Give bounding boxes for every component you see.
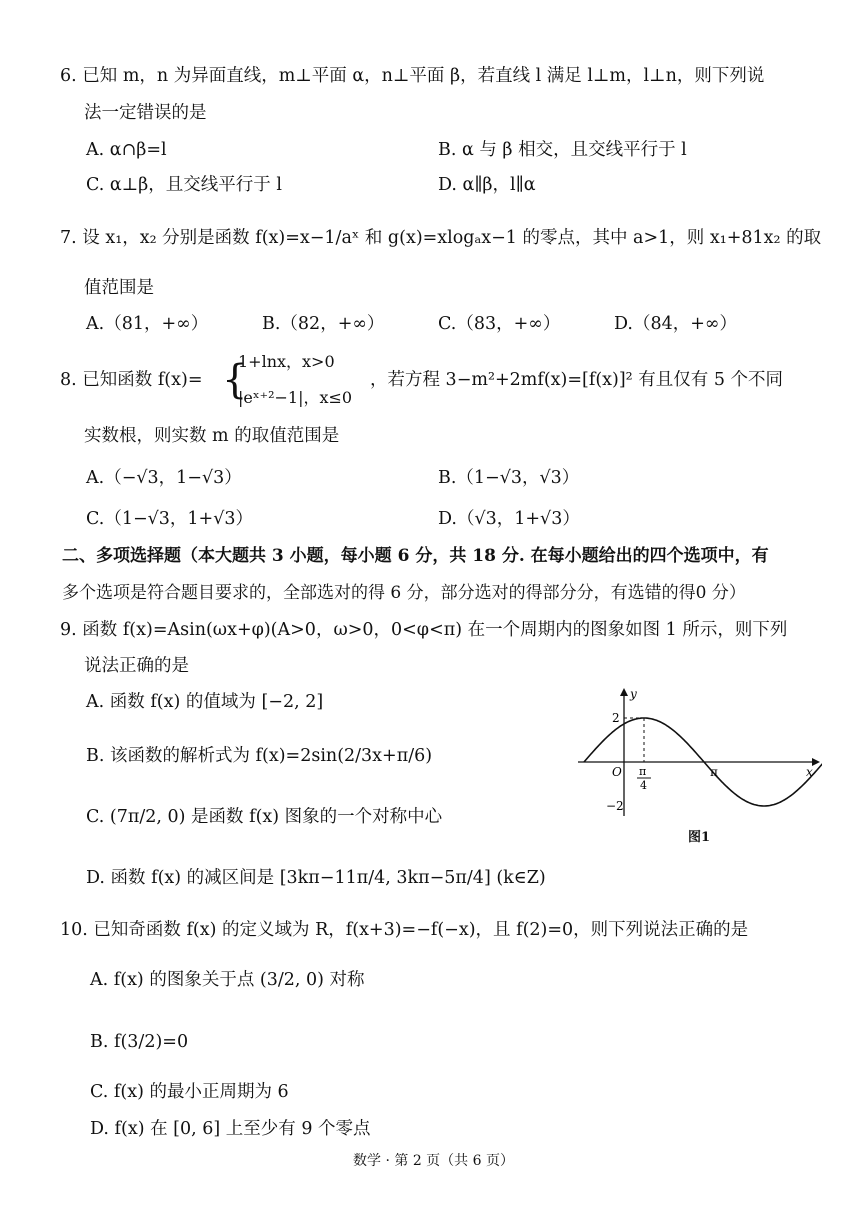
q7-option-b: B.（82，+∞） — [262, 314, 385, 334]
y-axis-label: y — [630, 688, 637, 701]
section2-header-line1 — [62, 544, 769, 568]
q8-stem-line2: 实数根，则实数 m 的取值范围是 — [84, 426, 340, 446]
q8-piecewise-brace: { — [222, 357, 248, 403]
q7-option-c: C.（83，+∞） — [438, 314, 561, 334]
x-axis-arrow — [812, 758, 820, 766]
q6-option-b: B. α 与 β 相交，且交线平行于 l — [438, 140, 687, 160]
q8-stem-suffix: ，若方程 3−m²+2mf(x)=[f(x)]² 有且仅有 5 个不同 — [370, 370, 784, 390]
q7-stem-line1: 7. 设 x₁，x₂ 分别是函数 f(x)=x−1/aˣ 和 g(x)=xlogₐx−1 的零点，其中 a>1，则 x₁+81x₂ 的取 — [60, 228, 822, 248]
q8-option-a: A.（−√3，1−√3） — [86, 468, 242, 488]
q8-case-1: 1+lnx，x>0 — [238, 352, 335, 371]
q8-option-d: D.（√3，1+√3） — [438, 509, 580, 529]
q7-option-a: A.（81，+∞） — [86, 314, 209, 334]
section2-header-line2: 多个选项是符合题目要求的，全部选对的得 6 分，部分选对的得部分分，有选错的得0 分） — [62, 583, 746, 603]
q10-option-c: C. f(x) 的最小正周期为 6 — [90, 1082, 289, 1102]
q8-stem-prefix: 8. 已知函数 f(x)= — [60, 370, 203, 390]
q9-option-a: A. 函数 f(x) 的值域为 [−2, 2] — [86, 692, 324, 712]
q8-case-2: |eˣ⁺²−1|，x≤0 — [238, 388, 353, 407]
q6-option-a: A. α∩β=l — [86, 140, 167, 160]
q8-option-b: B.（1−√3，√3） — [438, 468, 580, 488]
q6-stem-line1: 6. 已知 m，n 为异面直线，m⊥平面 α，n⊥平面 β，若直线 l 满足 l⊥m，l⊥n，则下列说 — [60, 66, 765, 86]
q10-option-a: A. f(x) 的图象关于点 (3/2, 0) 对称 — [90, 970, 365, 990]
q6-option-d: D. α∥β，l∥α — [438, 175, 536, 195]
origin-label: O — [612, 765, 622, 779]
x-axis-label: x — [806, 765, 813, 779]
q8-option-c: C.（1−√3，1+√3） — [86, 509, 253, 529]
tick-x-pi-over-4-den: 4 — [640, 779, 647, 792]
q6-option-c: C. α⊥β，且交线平行于 l — [86, 175, 282, 195]
tick-x-pi-over-4-num: π — [639, 765, 647, 778]
figure-1-sine-graph — [572, 688, 822, 818]
q7-option-d: D.（84，+∞） — [614, 314, 737, 334]
tick-y-2: 2 — [612, 711, 620, 725]
q9-stem-line2: 说法正确的是 — [84, 656, 189, 676]
q7-stem-line2: 值范围是 — [84, 278, 154, 298]
q6-stem-line2: 法一定错误的是 — [84, 103, 207, 123]
y-axis-arrow — [620, 688, 628, 696]
page-footer: 数学 · 第 2 页（共 6 页） — [353, 1153, 514, 1169]
q9-stem-line1: 9. 函数 f(x)=Asin(ωx+φ)(A>0，ω>0，0<φ<π) 在一个周期内的图象如图 1 所示，则下列 — [60, 620, 788, 640]
q10-option-b: B. f(3/2)=0 — [90, 1032, 189, 1052]
q10-stem-line1: 10. 已知奇函数 f(x) 的定义域为 R，f(x+3)=−f(−x)，且 f(2)=0，则下列说法正确的是 — [60, 920, 749, 940]
tick-y-neg2: −2 — [606, 799, 624, 813]
figure-1-caption: 图1 — [688, 830, 711, 845]
section2-title: 二、多项选择题（本大题共 3 小题，每小题 6 分，共 18 分. 在每小题给出的四个选项中，有 — [62, 546, 769, 566]
q10-option-d: D. f(x) 在 [0, 6] 上至少有 9 个零点 — [90, 1119, 371, 1139]
q9-option-d: D. 函数 f(x) 的减区间是 [3kπ−11π/4, 3kπ−5π/4] (k∈Z) — [86, 868, 546, 888]
q9-option-b: B. 该函数的解析式为 f(x)=2sin(2/3x+π/6) — [86, 746, 433, 766]
tick-x-pi: π — [710, 765, 718, 779]
q9-option-c: C. (7π/2, 0) 是函数 f(x) 图象的一个对称中心 — [86, 807, 443, 827]
